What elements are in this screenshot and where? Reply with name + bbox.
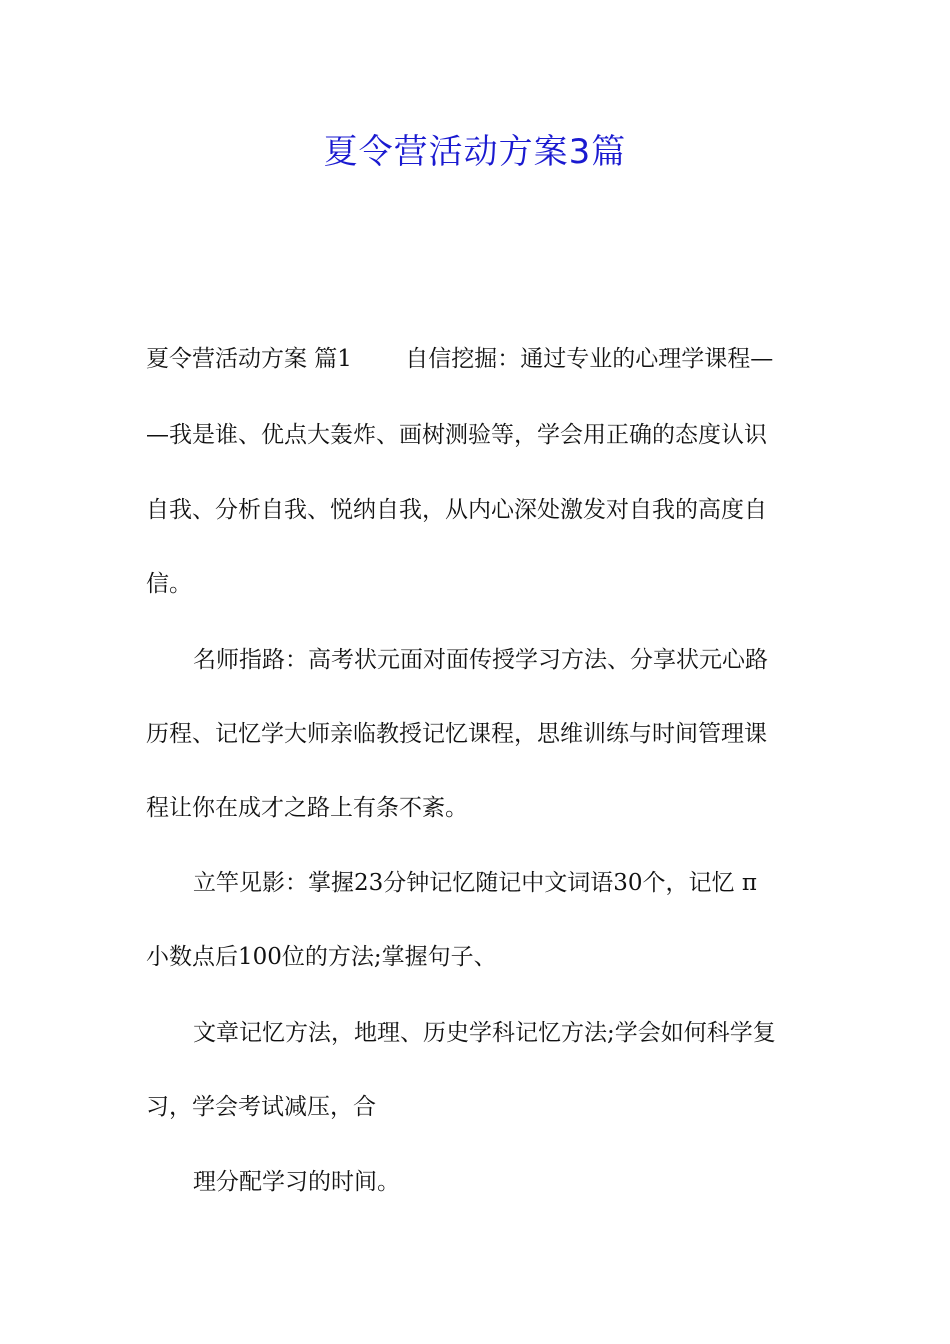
body-line: 夏令营活动方案 篇1 自信挖掘：通过专业的心理学课程— (146, 346, 774, 372)
document-title: 夏令营活动方案3篇 (323, 132, 627, 172)
body-line: 习，学会考试减压，合 (146, 1094, 376, 1120)
body-line: 历程、记忆学大师亲临教授记忆课程，思维训练与时间管理课 (146, 721, 767, 747)
body-line: —我是谁、优点大轰炸、画树测验等，学会用正确的态度认识 (146, 422, 767, 448)
body-line: 自我、分析自我、悦纳自我，从内心深处激发对自我的高度自 (146, 497, 767, 523)
body-line: 理分配学习的时间。 (193, 1169, 400, 1195)
body-line: 文章记忆方法，地理、历史学科记忆方法;学会如何科学复 (193, 1020, 776, 1046)
body-line: 立竿见影：掌握23分钟记忆随记中文词语30个，记忆 π (193, 870, 757, 896)
body-line: 名师指路：高考状元面对面传授学习方法、分享状元心路 (193, 647, 768, 673)
body-line: 小数点后100位的方法;掌握句子、 (146, 944, 497, 970)
body-line: 程让你在成才之路上有条不紊。 (146, 795, 468, 821)
body-line: 信。 (146, 571, 192, 597)
